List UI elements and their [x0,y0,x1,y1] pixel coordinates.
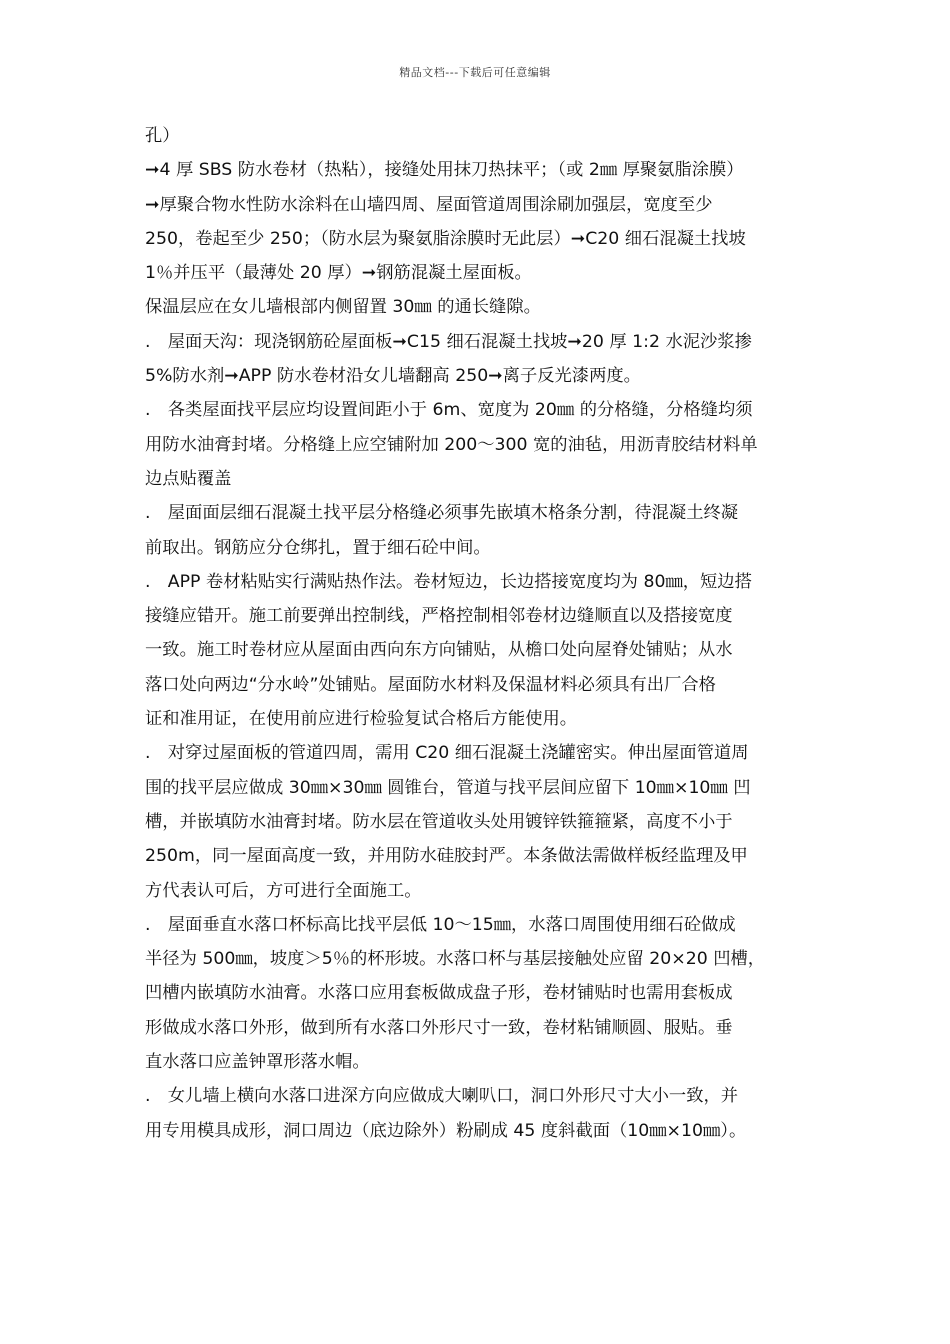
text-line: . APP 卷材粘贴实行满贴热作法。卷材短边，长边搭接宽度均为 80㎜，短边搭 [145,571,752,592]
text-line: 用专用模具成形，洞口周边（底边除外）粉刷成 45 度斜截面（10㎜×10㎜）。 [145,1120,747,1141]
text-line: 250m，同一屋面高度一致，并用防水硅胶封严。本条做法需做样板经监理及甲 [145,846,748,867]
text-line: 接缝应错开。施工前要弹出控制线，严格控制相邻卷材边缝顺直以及搭接宽度 [145,606,733,627]
text-line: ➞4 厚 SBS 防水卷材（热粘），接缝处用抹刀热抹平；（或 2㎜ 厚聚氨脂涂膜） [145,160,744,181]
text-line: 凹槽内嵌填防水油膏。水落口应用套板做成盘子形，卷材铺贴时也需用套板成 [145,983,733,1004]
text-line: 直水落口应盖钟罩形落水帽。 [145,1052,370,1073]
text-line: 1％并压平（最薄处 20 厚）➞钢筋混凝土屋面板。 [145,263,532,284]
text-line: 围的找平层应做成 30㎜×30㎜ 圆锥台，管道与找平层间应留下 10㎜×10㎜ 凹 [145,777,751,798]
text-line: 形做成水落口外形，做到所有水落口外形尺寸一致，卷材粘铺顺圆、服贴。垂 [145,1017,733,1038]
text-line: 孔） [145,126,180,146]
text-line: 250，卷起至少 250；（防水层为聚氨脂涂膜时无此层）➞C20 细石混凝土找坡 [145,228,746,249]
text-line: 方代表认可后，方可进行全面施工。 [145,880,422,901]
text-line: 5%防水剂➞APP 防水卷材沿女儿墙翻高 250➞离子反光漆两度。 [145,366,641,387]
text-line: 证和准用证，在使用前应进行检验复试合格后方能使用。 [145,709,578,730]
text-line: 半径为 500㎜，坡度＞5％的杯形坡。水落口杯与基层接触处应留 20×20 凹槽， [145,949,766,970]
text-line: . 屋面面层细石混凝土找平层分格缝必须事先嵌填木格条分割，待混凝土终凝 [145,503,739,524]
text-line: . 对穿过屋面板的管道四周，需用 C20 细石混凝土浇罐密实。伸出屋面管道周 [145,743,749,764]
text-line: . 各类屋面找平层应均设置间距小于 6m、宽度为 20㎜ 的分格缝，分格缝均须 [145,400,753,421]
text-line: . 女儿墙上横向水落口进深方向应做成大喇叭口，洞口外形尺寸大小一致，并 [145,1086,739,1107]
page-header: 精品文档---下载后可任意编辑 [399,66,551,79]
text-line: ➞厚聚合物水性防水涂料在山墙四周、屋面管道周围涂刷加强层，宽度至少 [145,194,713,215]
text-line: 保温层应在女儿墙根部内侧留置 30㎜ 的通长缝隙。 [145,297,541,318]
text-line: 用防水油膏封堵。分格缝上应空铺附加 200～300 宽的油毡，用沥青胶结材料单 [145,434,758,455]
text-line: 前取出。钢筋应分仓绑扎，置于细石砼中间。 [145,537,491,558]
text-line: 落口处向两边“分水岭”处铺贴。屋面防水材料及保温材料必须具有出厂合格 [145,674,716,695]
text-line: . 屋面天沟：现浇钢筋砼屋面板➞C15 细石混凝土找坡➞20 厚 1:2 水泥沙浆掺 [145,331,752,352]
text-line: 一致。施工时卷材应从屋面由西向东方向铺贴，从檐口处向屋脊处铺贴；从水 [145,640,733,661]
text-line: . 屋面垂直水落口杯标高比找平层低 10～15㎜，水落口周围使用细石砼做成 [145,914,736,935]
text-line: 边点贴覆盖 [145,468,232,489]
document-body [145,119,810,1148]
text-line: 槽，并嵌填防水油膏封堵。防水层在管道收头处用镀锌铁箍箍紧，高度不小于 [145,811,733,832]
